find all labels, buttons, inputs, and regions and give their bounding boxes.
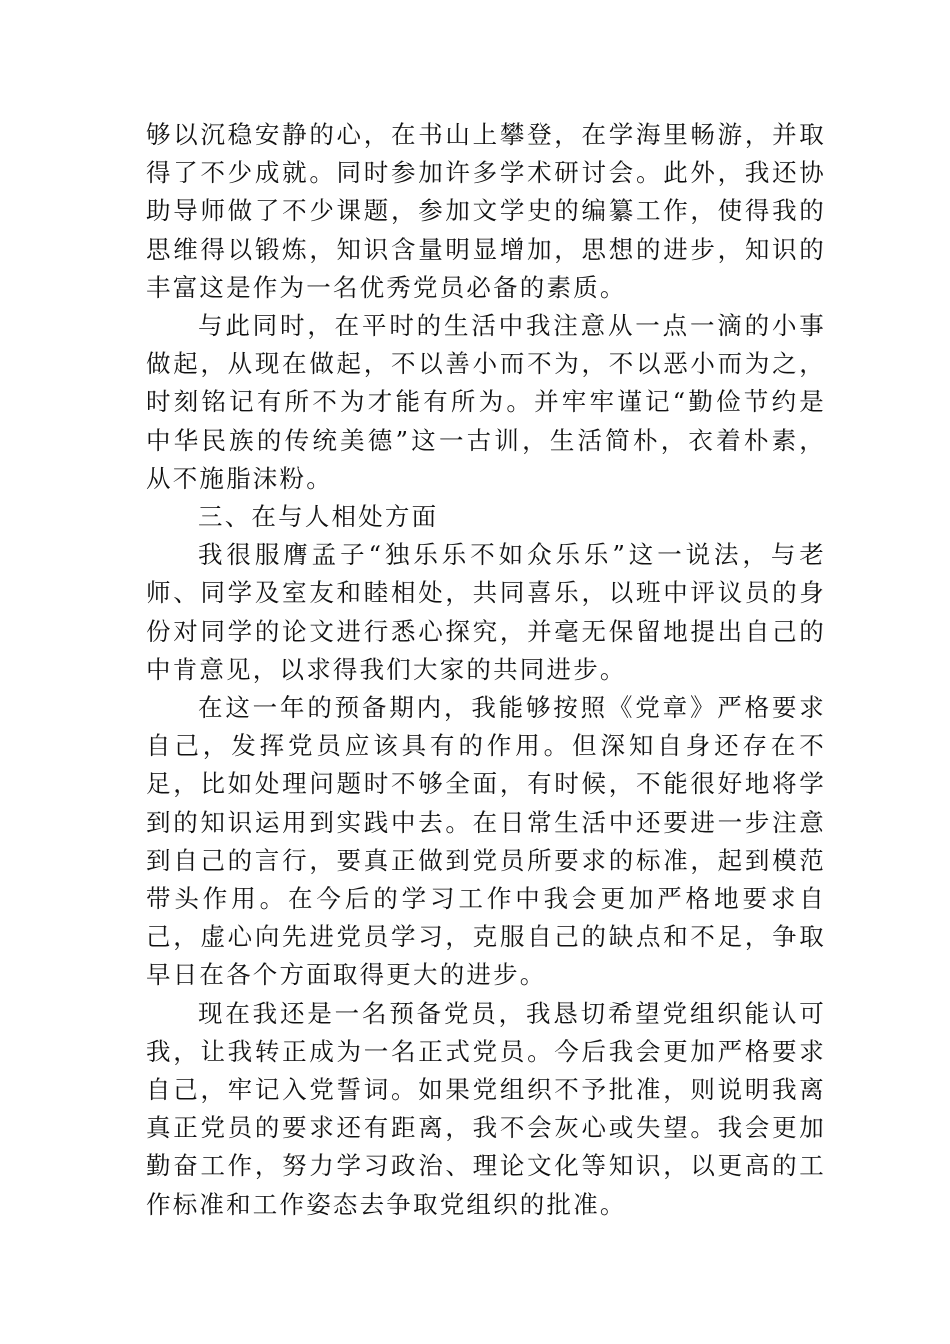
section-heading-relations: 三、在与人相处方面 (198, 502, 439, 532)
paragraph-continued-study: 够以沉稳安静的心，在书山上攀登，在学海里畅游，并取得了不少成就。同时参加许多学术研讨会。此外，我还协助导师做了不少课题，参加文学史的编纂工作，使得我的思维得以锻炼，知识含量明显增加，思想的进步，知识的丰富这是作为一名优秀党员必备的素质。 (146, 120, 826, 302)
paragraph-probation-reflection: 在这一年的预备期内，我能够按照《党章》严格要求自己，发挥党员应该具有的作用。但深知自身还存在不足，比如处理问题时不够全面，有时候，不能很好地将学到的知识运用到实践中去。在日常生活中还要进一步注意到自己的言行，要真正做到党员所要求的标准，起到模范带头作用。在今后的学习工作中我会更加严格地要求自己，虚心向先进党员学习，克服自己的缺点和不足，争取早日在各个方面取得更大的进步。 (146, 693, 826, 990)
paragraph-conclusion-request: 现在我还是一名预备党员，我恳切希望党组织能认可我，让我转正成为一名正式党员。今后我会更加严格要求自己，牢记入党誓词。如果党组织不予批准，则说明我离真正党员的要求还有距离，我不会灰心或失望。我会更加勤奋工作，努力学习政治、理论文化等知识，以更高的工作标准和工作姿态去争取党组织的批准。 (146, 998, 826, 1219)
document-body (146, 116, 826, 1224)
paragraph-getting-along: 我很服膺孟子“独乐乐不如众乐乐”这一说法，与老师、同学及室友和睦相处，共同喜乐，以班中评议员的身份对同学的论文进行悉心探究，并毫无保留地提出自己的中肯意见，以求得我们大家的共同进步。 (146, 540, 826, 684)
paragraph-daily-life: 与此同时，在平时的生活中我注意从一点一滴的小事做起，从现在做起，不以善小而不为，不以恶小而为之，时刻铭记有所不为才能有所为。并牢牢谨记“勤俭节约是中华民族的传统美德”这一古训，生活简朴，衣着朴素，从不施脂沫粉。 (146, 311, 826, 493)
